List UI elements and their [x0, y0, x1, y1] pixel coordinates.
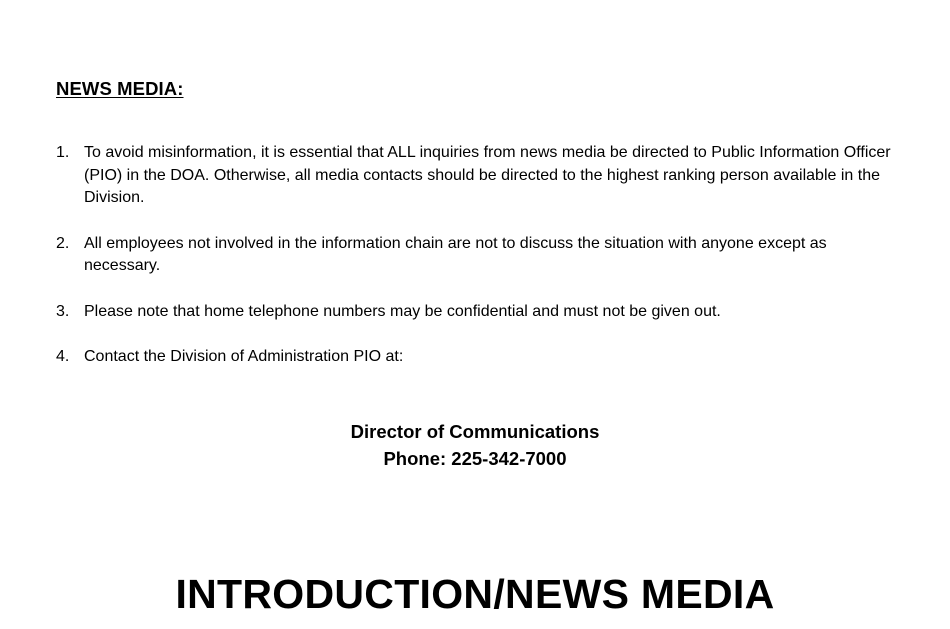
list-item-text: To avoid misinformation, it is essential that ALL inquiries from news media be directed to Public Information Officer (PIO) in the DOA. Otherwise, all media contacts should be directed to the highest ranking person available in the Division. [84, 144, 891, 206]
list-item-number: 3. [56, 302, 70, 320]
list-item-number: 2. [56, 234, 70, 252]
list-item-text: Contact the Division of Administration PIO at: [84, 348, 404, 365]
contact-title: Director of Communications [350, 421, 600, 442]
page-footer-title: INTRODUCTION/NEWS MEDIA [175, 571, 775, 617]
section-heading: NEWS MEDIA: [56, 78, 184, 99]
list-item [56, 301, 906, 324]
list-item [56, 346, 906, 369]
list-item [56, 233, 906, 278]
instruction-list [56, 142, 906, 392]
contact-phone: Phone: 225-342-7000 [383, 448, 567, 469]
list-item-number: 1. [56, 144, 70, 161]
contact-block [0, 418, 950, 472]
list-item-number: 4. [56, 348, 70, 365]
list-item-text: Please note that home telephone numbers may be confidential and must not be given out. [84, 302, 721, 320]
list-item [56, 142, 906, 210]
list-item-text: All employees not involved in the information chain are not to discuss the situation with anyone except as necessary. [84, 234, 827, 274]
